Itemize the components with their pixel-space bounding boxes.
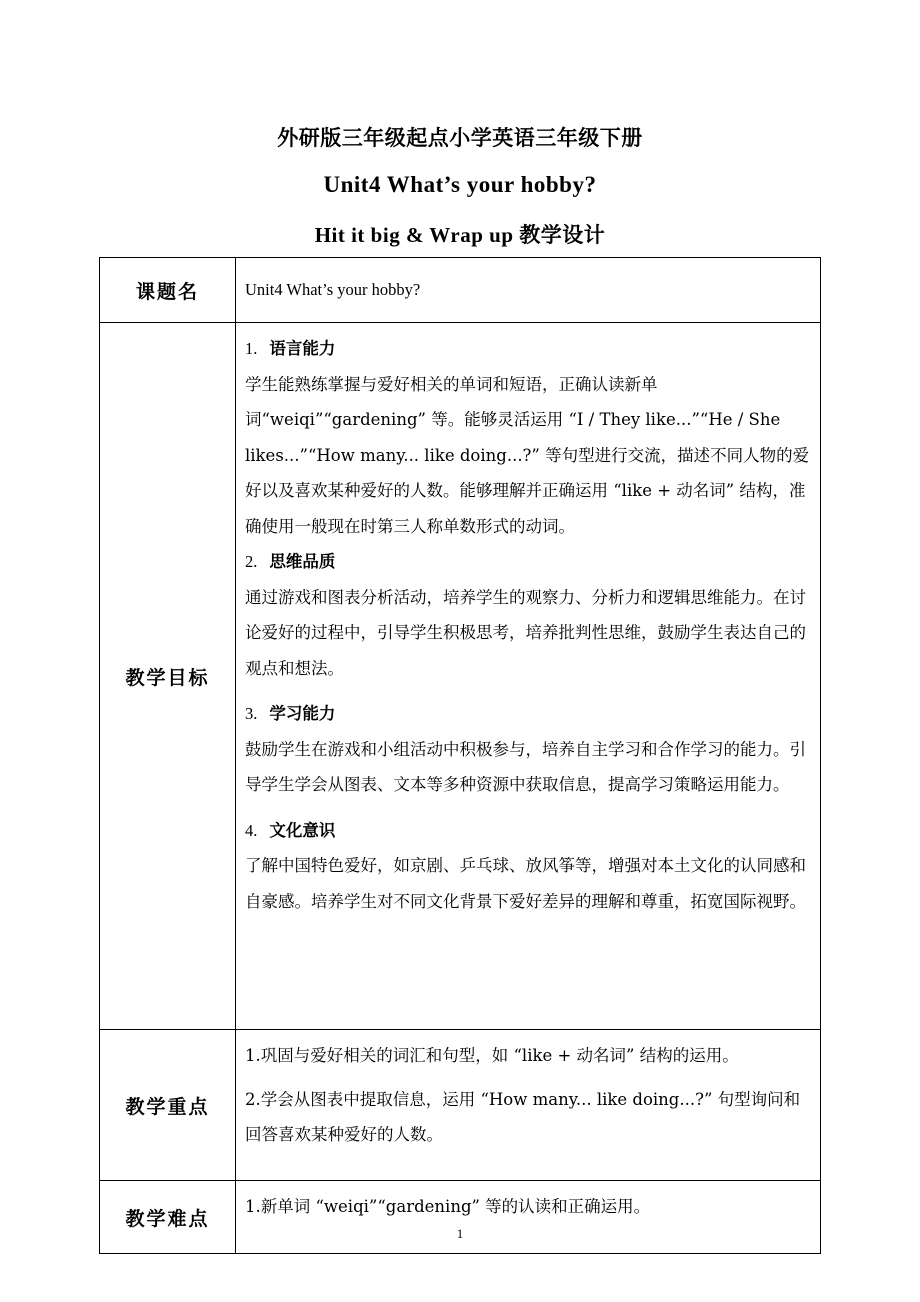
- goal-text: 学生能熟练掌握与爱好相关的单词和短语，正确认读新单词“weiqi”“gardening” 等。能够灵活运用 “I / They like...”“He / She likes...”“How many... like doing...?” 等句型进行交流，描述不同人物的爱好以及喜欢某种爱好的人数。能够理解并正确运用 “like + 动名词” 结构，准确使用一般现在时第三人称单数形式的动词。: [245, 374, 810, 536]
- table-row-goals: [100, 323, 821, 1030]
- difficulties-content: [236, 1181, 821, 1254]
- goal-section-thinking: [245, 544, 812, 686]
- lesson-plan-table: [99, 257, 821, 1254]
- goal-text: 了解中国特色爱好，如京剧、乒乓球、放风筝等，增强对本土文化的认同感和自豪感。培养学生对不同文化背景下爱好差异的理解和尊重，拓宽国际视野。: [245, 856, 806, 911]
- goal-section-language: [245, 331, 812, 544]
- key-points-content: [236, 1030, 821, 1181]
- table-row-key-points: [100, 1030, 821, 1181]
- goal-text: 通过游戏和图表分析活动，培养学生的观察力、分析力和逻辑思维能力。在讨论爱好的过程中，引导学生积极思考，培养批判性思维，鼓励学生表达自己的观点和想法。: [245, 587, 806, 678]
- page-number: 1: [456, 1226, 464, 1241]
- topic-label: 课题名: [100, 258, 236, 323]
- goals-label: 教学目标: [100, 323, 236, 1030]
- table-row-topic: [100, 258, 821, 323]
- difficulties-label: 教学难点: [100, 1181, 236, 1254]
- goal-text: 鼓励学生在游戏和小组活动中积极参与，培养自主学习和合作学习的能力。引导学生学会从图表、文本等多种资源中获取信息，提高学习策略运用能力。: [245, 739, 806, 794]
- goal-heading: 文化意识: [269, 820, 336, 840]
- key-point-item: 1.巩固与爱好相关的词汇和句型，如 “like + 动名词” 结构的运用。: [245, 1046, 739, 1065]
- document-title-line2: Unit4 What’s your hobby?: [323, 172, 597, 197]
- goal-section-culture: [245, 813, 812, 920]
- goal-heading: 语言能力: [269, 339, 336, 358]
- key-points-label: 教学重点: [100, 1030, 236, 1181]
- goal-section-learning: [245, 696, 812, 803]
- table-row-difficulties: [100, 1181, 821, 1254]
- goal-heading: 思维品质: [269, 552, 336, 571]
- goal-number: 3.: [245, 704, 258, 723]
- goal-heading: 学习能力: [269, 704, 336, 723]
- goal-number: 2.: [245, 552, 258, 571]
- goals-content: [236, 323, 821, 1030]
- document-title-line1: 外研版三年级起点小学英语三年级下册: [277, 125, 643, 150]
- key-point-item: 2.学会从图表中提取信息，运用 “How many... like doing...?” 句型询问和回答喜欢某种爱好的人数。: [245, 1089, 801, 1144]
- goal-number: 4.: [245, 820, 258, 840]
- topic-value: Unit4 What’s your hobby?: [236, 258, 821, 323]
- document-title-line3: Hit it big & Wrap up 教学设计: [314, 223, 606, 247]
- difficulty-item: 1.新单词 “weiqi”“gardening” 等的认读和正确运用。: [245, 1197, 651, 1216]
- goal-number: 1.: [245, 339, 258, 358]
